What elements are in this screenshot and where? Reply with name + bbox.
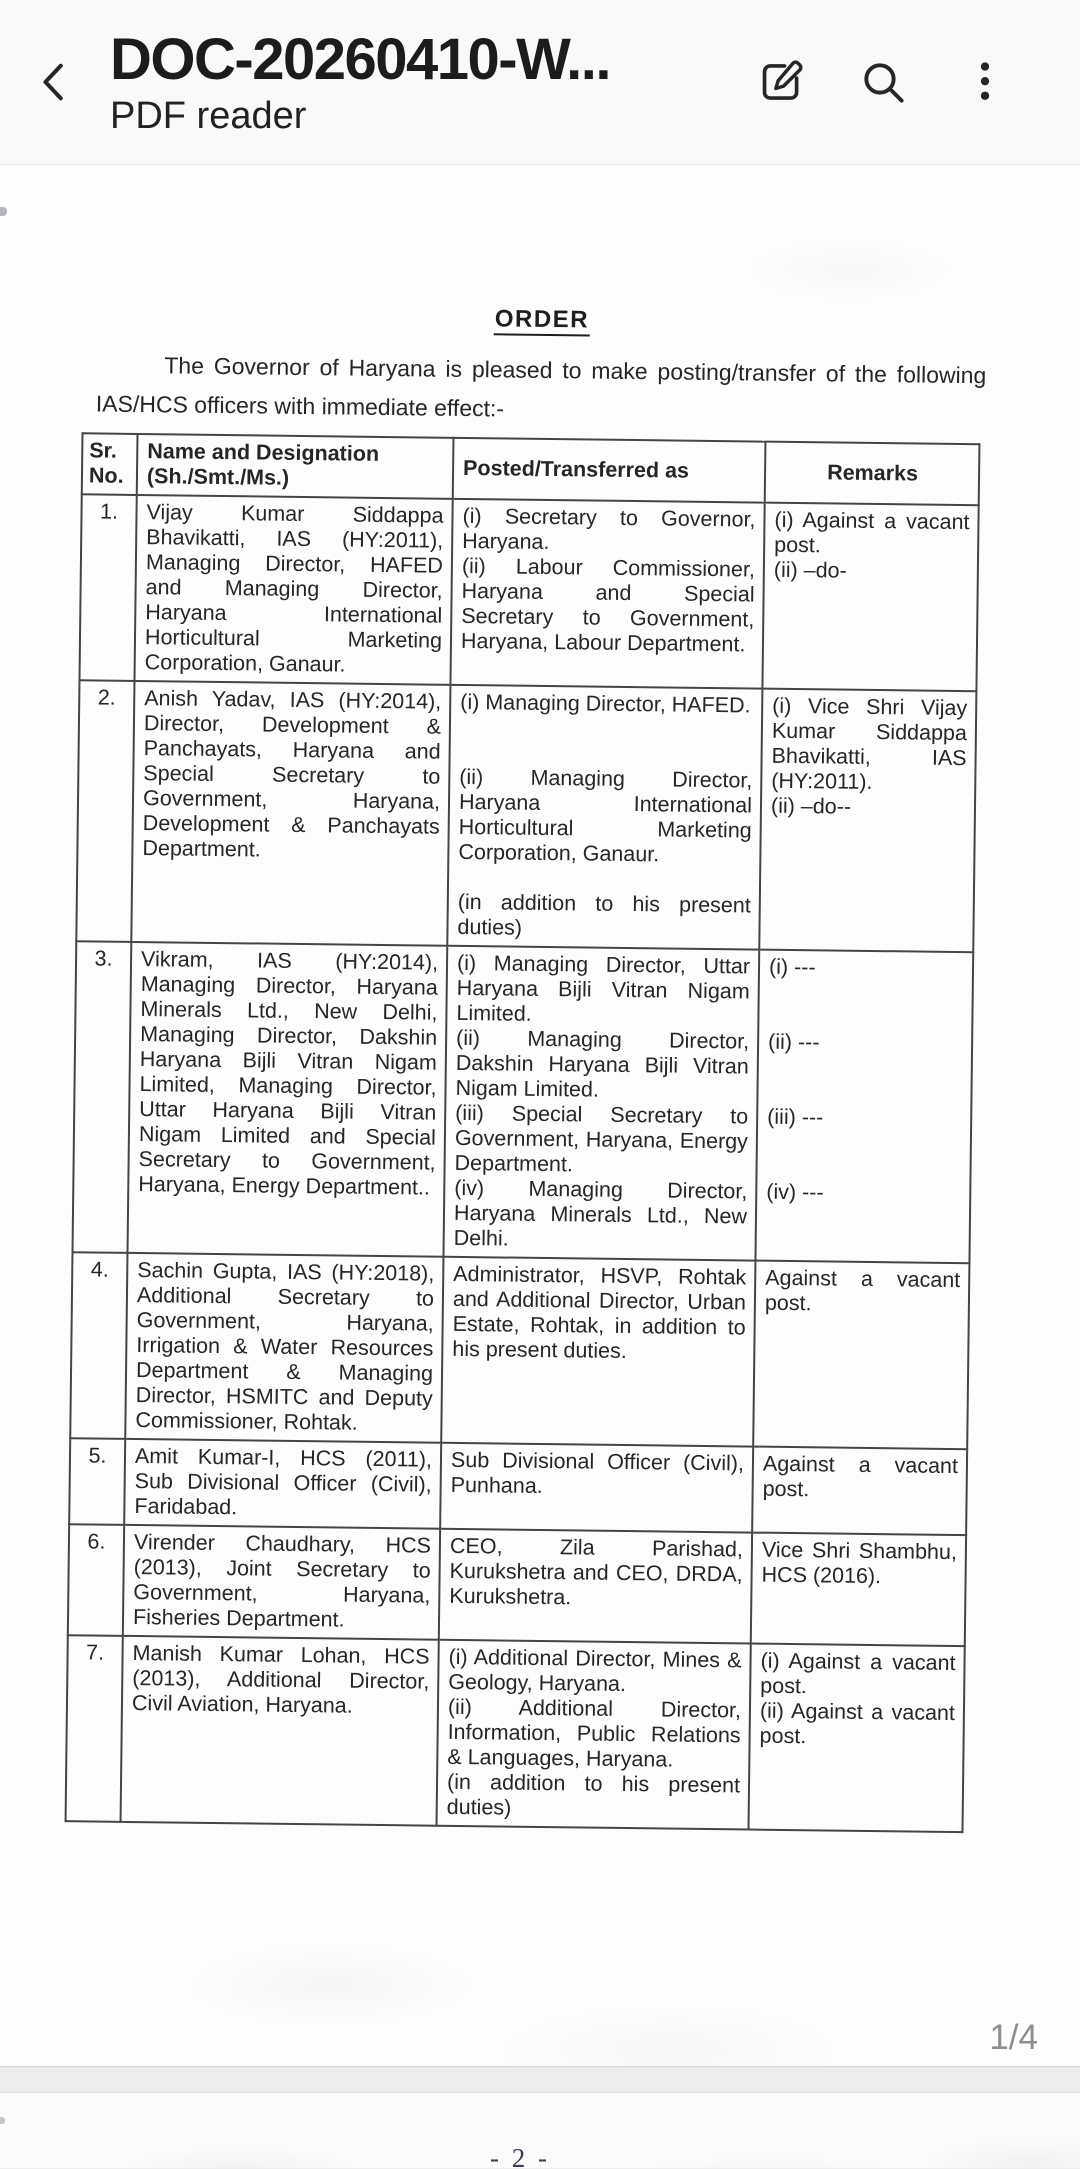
cell-posted: Administrator, HSVP, Rohtak and Additional Director, Urban Estate, Rohtak, in addition to his present duties.	[441, 1257, 755, 1447]
header-remarks: Remarks	[765, 442, 980, 506]
header-posted-transferred: Posted/Transferred as	[453, 438, 766, 503]
order-heading: ORDER	[2, 299, 1080, 340]
search-icon	[857, 56, 909, 108]
cell-remarks: (i) Vice Shri Vijay Kumar Siddappa Bhavikatti, IAS (HY:2011). (ii) –do--	[759, 689, 976, 953]
page-separator	[0, 2067, 1080, 2093]
pdf-page-2	[0, 2093, 1080, 2168]
transfer-table	[65, 432, 981, 1833]
cell-sr: 1.	[79, 494, 136, 681]
cell-sr: 6.	[68, 1524, 124, 1636]
table-row	[79, 494, 978, 691]
table-header-row	[82, 433, 980, 505]
title-block	[110, 25, 712, 139]
app-bar	[0, 0, 1080, 165]
more-vertical-icon	[960, 57, 1010, 107]
cell-name: Manish Kumar Lohan, HCS (2013), Additional Director, Civil Aviation, Haryana.	[121, 1636, 439, 1826]
cell-posted: (i) Managing Director, Uttar Haryana Bijli Vitran Nigam Limited. (ii) Managing Director, Dakshin Haryana Bijli Vitran Nigam Limited. (iii) Special Secretary to Government, Haryana, Energy Department. (iv) Managing Director, Haryana Minerals Ltd., New Delhi.	[443, 946, 759, 1261]
cell-remarks: (i) Against a vacant post. (ii) Against a vacant post.	[748, 1644, 964, 1833]
page-2-number-label: - 2 -	[490, 2143, 550, 2168]
cell-remarks: Against a vacant post.	[752, 1447, 967, 1536]
cell-name: Amit Kumar-I, HCS (2011), Sub Divisional Officer (Civil), Faridabad.	[124, 1439, 441, 1529]
app-name-label: PDF reader	[110, 95, 307, 137]
search-button[interactable]	[850, 32, 916, 132]
table-row	[69, 1438, 967, 1535]
cell-remarks: (i) --- (ii) --- (iii) --- (iv) ---	[755, 950, 973, 1264]
page-indicator: 1/4	[989, 2018, 1038, 2057]
scanned-document	[0, 165, 1080, 1834]
more-options-button[interactable]	[952, 32, 1018, 132]
document-title: DOC-20260410-W...	[110, 29, 610, 91]
table-row	[70, 1252, 969, 1449]
cell-posted: (i) Secretary to Governor, Haryana. (ii) Labour Commissioner, Haryana and Special Secretary to Government, Haryana, Labour Department.	[450, 499, 764, 689]
intro-paragraph: The Governor of Haryana is pleased to make posting/transfer of the following IAS/HCS officers with immediate effect:-	[95, 352, 987, 422]
back-button[interactable]	[0, 0, 110, 165]
cell-posted: (i) Additional Director, Mines & Geology, Haryana. (ii) Additional Director, Information, Public Relations & Languages, Haryana. (in addition to his present duties)	[437, 1640, 751, 1830]
cell-sr: 3.	[72, 941, 131, 1253]
cell-posted: Sub Divisional Officer (Civil), Punhana.	[440, 1443, 753, 1533]
cell-name: Vikram, IAS (HY:2014), Managing Director, Haryana Minerals Ltd., New Delhi, Managing Director, Dakshin Haryana Bijli Vitran Nigam Limited, Managing Director, Uttar Haryana Bijli Vitran Nigam Limited and Special Secretary to Government, Haryana, Energy Department..	[127, 942, 447, 1257]
table-row	[68, 1524, 966, 1646]
edit-annotate-button[interactable]	[748, 32, 814, 132]
cell-sr: 7.	[66, 1635, 123, 1822]
cell-sr: 2.	[76, 680, 134, 942]
cell-remarks: Vice Shri Shambhu, HCS (2016).	[751, 1533, 966, 1647]
cell-name: Vijay Kumar Siddappa Bhavikatti, IAS (HY:2011), Managing Director, HAFED and Managing Director, Haryana International Horticultural Marketing Corporation, Ganaur.	[134, 495, 452, 685]
header-name-designation: Name and Designation (Sh./Smt./Ms.)	[137, 434, 454, 499]
back-arrow-icon	[32, 59, 78, 105]
cell-name: Anish Yadav, IAS (HY:2014), Director, Development & Panchayats, Haryana and Special Secretary to Government, Haryana, Development & Panchayats Department.	[131, 681, 450, 946]
cell-sr: 5.	[69, 1438, 125, 1525]
pdf-viewer[interactable]	[0, 165, 1080, 2169]
cell-sr: 4.	[70, 1252, 127, 1439]
cell-remarks: (i) Against a vacant post. (ii) –do-	[762, 503, 978, 692]
table-row	[66, 1635, 965, 1832]
cell-posted: (i) Managing Director, HAFED. (ii) Managing Director, Haryana International Horticultural Marketing Corporation, Ganaur. (in addition to his present duties)	[447, 685, 762, 950]
edit-icon	[755, 56, 807, 108]
table-row	[76, 680, 976, 952]
cell-name: Sachin Gupta, IAS (HY:2018), Additional Secretary to Government, Haryana, Irrigation & Water Resources Department & Managing Director, HSMITC and Deputy Commissioner, Rohtak.	[125, 1253, 443, 1443]
header-sr-no: Sr. No.	[82, 433, 138, 495]
scan-artifact	[0, 2117, 5, 2124]
pdf-page-1	[0, 165, 1080, 2067]
cell-remarks: Against a vacant post.	[753, 1261, 969, 1450]
cell-posted: CEO, Zila Parishad, Kurukshetra and CEO, DRDA, Kurukshetra.	[439, 1529, 752, 1644]
appbar-actions	[712, 32, 1080, 132]
cell-name: Virender Chaudhary, HCS (2013), Joint Secretary to Government, Haryana, Fisheries Department.	[123, 1525, 440, 1640]
table-row	[72, 941, 973, 1263]
